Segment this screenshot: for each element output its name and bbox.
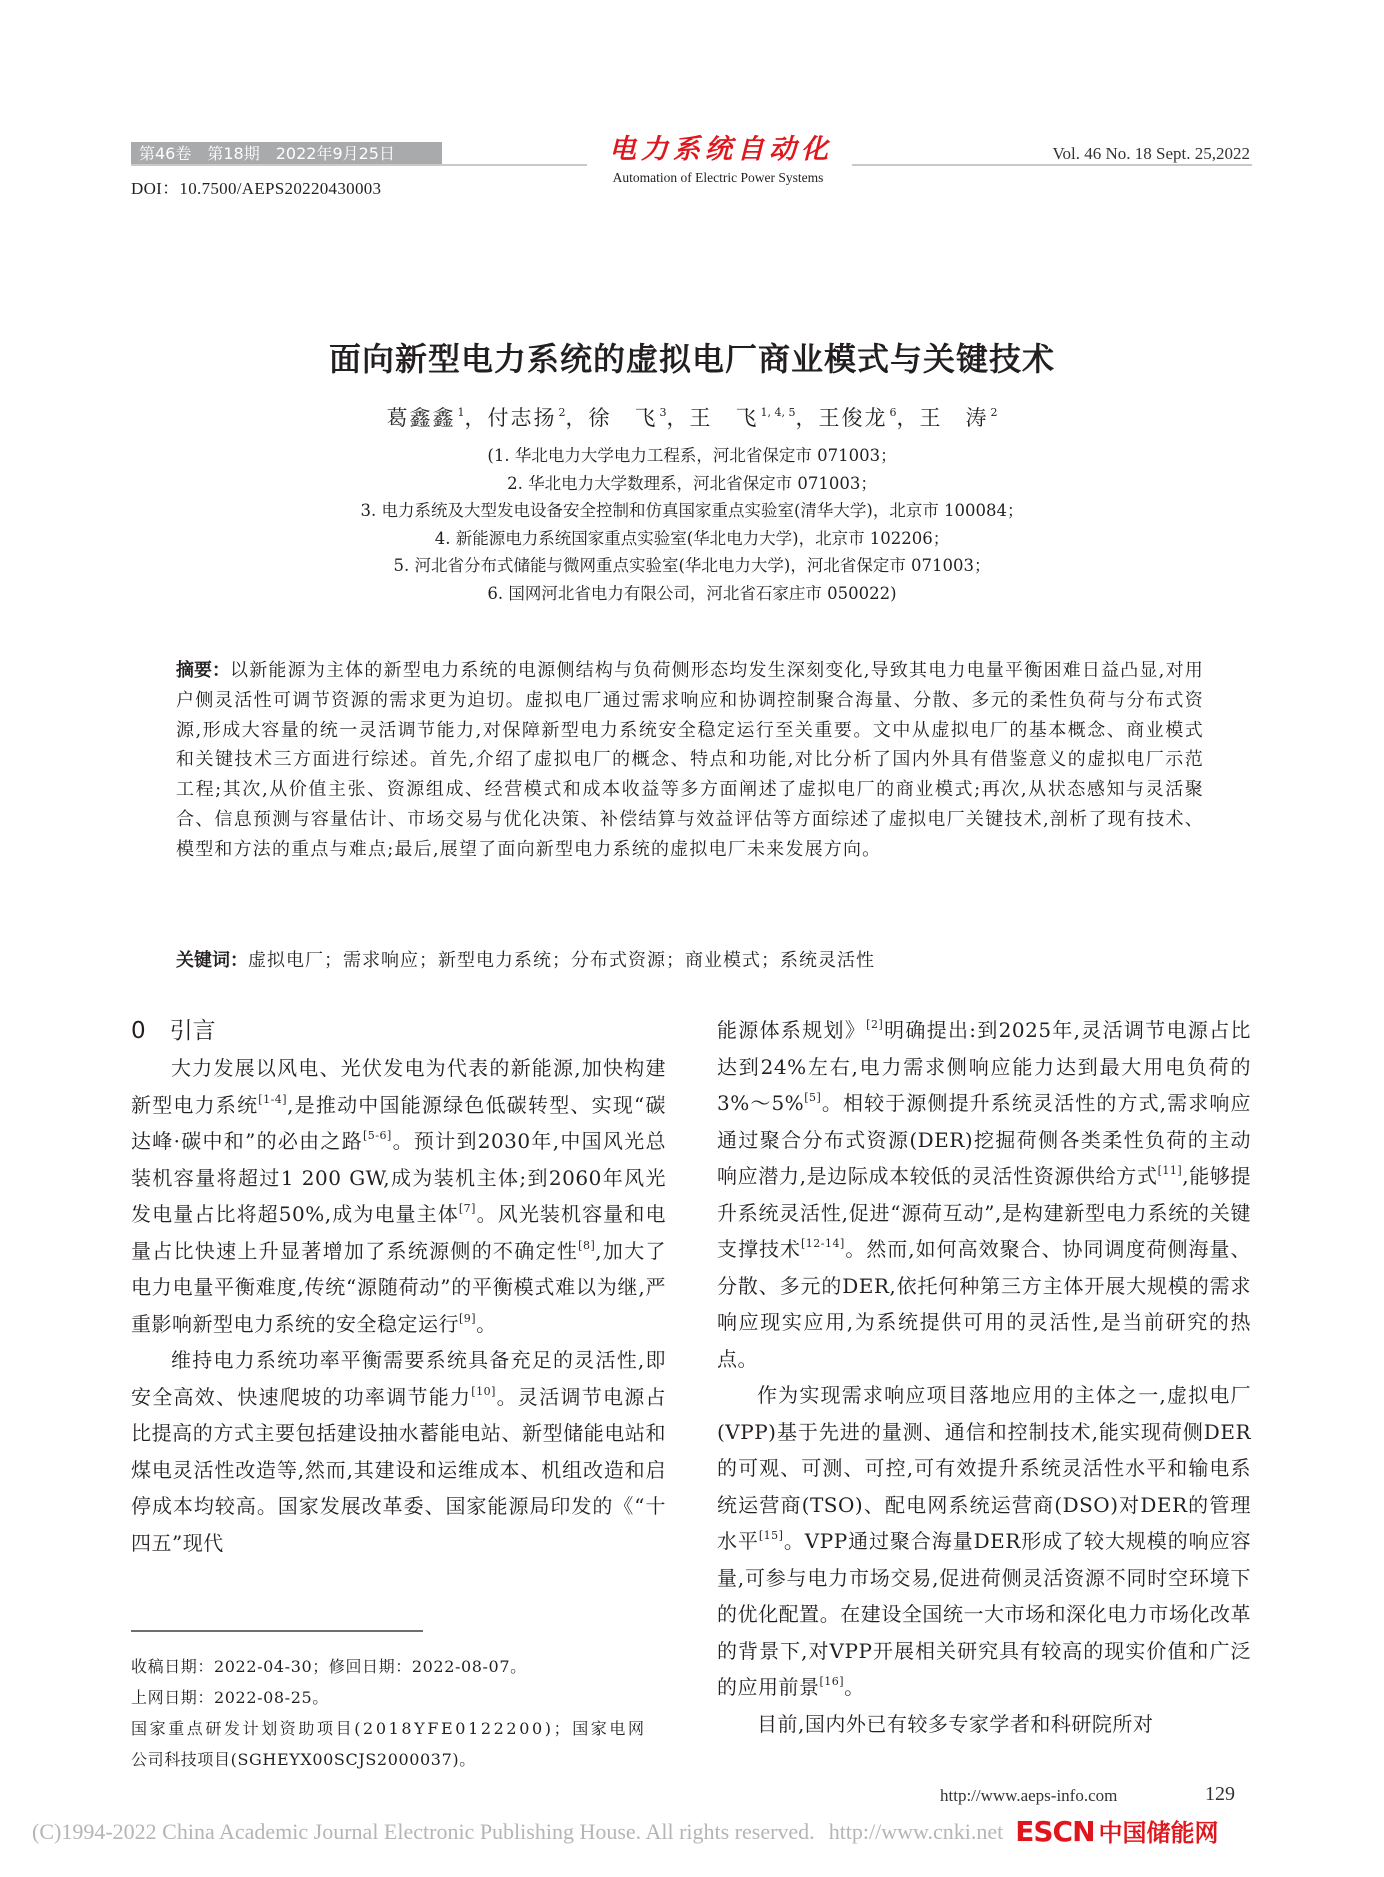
author [690,406,796,430]
abstract-label: 摘要： [176,660,231,681]
header-divider-right [852,164,1252,166]
author-affiliation-mark: 2 [990,406,998,419]
journal-url[interactable]: http://www.aeps-info.com [940,1786,1118,1805]
author-name: 葛鑫鑫 [386,406,456,430]
watermark-cn: 中国储能网 [1098,1818,1219,1847]
separator: ， [565,406,589,430]
author [589,406,667,430]
author-list [0,404,1384,432]
citation-ref[interactable]: [16] [819,1675,845,1688]
citation-ref[interactable]: [15] [758,1529,784,1542]
citation-ref[interactable]: [9] [459,1311,477,1325]
text-run: 。灵活调节电源占比提高的方式主要包括建设抽水蓄能电站、新型储能电站和煤电灵活性改造等,然而,其建设和运维成本、机组改造和启停成本均较高。国家发展改革委、国家能源局印发的《“十四五”现代 [131,1384,667,1555]
keywords-text: 虚拟电厂；需求响应；新型电力系统；分布式资源；商业模式；系统灵活性 [248,950,875,971]
author-affiliation-mark: 1, 4, 5 [760,406,796,419]
text-run: 。相较于源侧提升系统灵活性的方式,需求响应通过聚合分布式资源(DER)挖掘荷侧各类柔性负荷的主动响应潜力,是边际成本较低的灵活性资源供给方式 [717,1091,1251,1188]
author-name: 徐 飞 [588,406,658,430]
affiliation: 2. 华北电力大学数理系，河北省保定市 071003； [507,473,877,493]
author [818,406,896,430]
right-column [717,1012,1251,1742]
copyright-notice: (C)1994-2022 China Academic Journal Electronic Publishing House. All rights reserved. [32,1819,815,1844]
footnote-funding: 国家重点研发计划资助项目(2018YFE0122200)；国家电网 [131,1719,647,1738]
text-run: 作为实现需求响应项目落地应用的主体之一,虚拟电厂(VPP)基于先进的量测、通信和控制技术,能实现荷侧DER的可观、可测、可控,可有效提升系统灵活性水平和输电系统运营商(TSO)、配电网系统运营商(DSO)对DER的管理水平 [717,1383,1251,1553]
author-affiliation-mark: 3 [659,406,667,419]
citation-ref[interactable]: [10] [471,1384,496,1398]
section-title: 引言 [169,1018,216,1044]
citation-ref[interactable]: [8] [578,1238,596,1252]
keywords-label: 关键词： [176,950,248,971]
citation-ref[interactable]: [7] [458,1202,476,1215]
affiliation: 3. 电力系统及大型发电设备安全控制和仿真国家重点实验室(清华大学)，北京市 100084； [360,501,1024,521]
affiliation: 6. 国网河北省电力有限公司，河北省石家庄市 050022) [487,584,897,603]
separator: ， [666,406,690,430]
text-run: ,是推动中国能源绿色低碳转型、实现“碳达峰·碳中和”的必由之路 [131,1092,666,1153]
author [488,406,566,430]
text-run: 维持电力系统功率平衡需要系统具备充足的灵活性,即安全高效、快速爬坡的功率调节能力 [131,1348,666,1409]
text-run: 。预计到2030年,中国风光总装机容量将超过1 200 GW,成为装机主体;到2060年风光发电量占比将超50%,成为电量主体 [131,1129,666,1226]
citation-ref[interactable]: [5-6] [363,1129,392,1142]
text-run: ,加大了电力电量平衡难度,传统“源随荷动”的平衡模式难以为继,严重影响新型电力系统的安全稳定运行 [131,1238,667,1336]
author-name: 王 飞 [689,406,759,430]
text-run: 。VPP通过聚合海量DER形成了较大规模的响应容量,可参与电力市场交易,促进荷侧灵活资源不同时空环境下的优化配置。在建设全国统一大市场和深化电力市场化改革的背景下,对VPP开展相关研究具有较高的现实价值和广泛的应用前景 [717,1529,1251,1699]
journal-logo-en: Automation of Electric Power Systems [612,170,824,185]
separator: ， [896,406,920,430]
footnote-divider [131,1630,423,1632]
footnote-online: 上网日期：2022-08-25。 [131,1688,329,1707]
issue-band: 第46卷 第18期 2022年9月25日 [131,142,442,165]
citation-ref[interactable]: [2] [866,1018,884,1031]
citation-ref[interactable]: [11] [1157,1164,1183,1177]
text-run: 大力发展以风电、光伏发电为代表的新能源,加快构建新型电力系统 [131,1056,666,1117]
volume-info: Vol. 46 No. 18 Sept. 25,2022 [1052,144,1250,163]
citation-ref[interactable]: [5] [804,1091,822,1104]
watermark-en: ESCN [1015,1814,1095,1848]
author [387,406,465,430]
separator: ， [464,406,488,430]
paragraph [717,1012,1251,1377]
section-number: 0 [131,1018,146,1044]
footnotes [131,1651,666,1775]
footnote-received: 收稿日期：2022-04-30；修回日期：2022-08-07。 [131,1657,527,1676]
author-affiliation-mark: 1 [457,406,465,419]
abstract-text: 以新能源为主体的新型电力系统的电源侧结构与负荷侧形态均发生深刻变化,导致其电力电量平衡困难日益凸显,对用户侧灵活性可调节资源的需求更为迫切。虚拟电厂通过需求响应和协调控制聚合海量、分散、多元的柔性负荷与分布式资源,形成大容量的统一灵活调节能力,对保障新型电力系统安全稳定运行至关重要。文中从虚拟电厂的基本概念、商业模式和关键技术三方面进行综述。首先,介绍了虚拟电厂的概念、特点和功能,对比分析了国内外具有借鉴意义的虚拟电厂示范工程;其次,从价值主张、资源组成、经营模式和成本收益等多方面阐述了虚拟电厂的商业模式;再次,从状态感知与灵活聚合、信息预测与容量估计、市场交易与优化决策、补偿结算与效益评估等方面综述了虚拟电厂关键技术,剖析了现有技术、模型和方法的重点与难点;最后,展望了面向新型电力系统的虚拟电厂未来发展方向。 [176,660,1205,860]
affiliation: 5. 河北省分布式储能与微网重点实验室(华北电力大学)，河北省保定市 071003； [393,556,991,576]
article-title: 面向新型电力系统的虚拟电厂商业模式与关键技术 [328,340,1055,378]
section-heading [131,1012,216,1045]
journal-logo-cn: 电力系统自动化 [609,134,833,165]
text-run: 。 [844,1675,865,1699]
author-affiliation-mark: 2 [558,406,566,419]
author [919,406,997,430]
author-affiliation-mark: 6 [889,406,897,419]
footer-row [32,1812,1219,1852]
paragraph [717,1377,1251,1706]
doi: DOI：10.7500/AEPS20220430003 [131,179,382,198]
page-number: 129 [1205,1783,1235,1805]
text-run: 。 [476,1311,497,1336]
paragraph [131,1342,666,1561]
text-run: 能源体系规划》 [717,1018,867,1042]
text-run: 。然而,如何高效聚合、协同调度荷侧海量、分散、多元的DER,依托何种第三方主体开展大规模的需求响应现实应用,为系统提供可用的灵活性,是当前研究的热点。 [717,1237,1252,1371]
citation-ref[interactable]: [12-14] [800,1237,845,1250]
author-name: 付志扬 [487,406,557,430]
cnki-url[interactable]: http://www.cnki.net [828,1819,1004,1844]
author-name: 王 涛 [919,406,989,430]
paragraph [131,1050,666,1342]
text-run: ,能够提升系统灵活性,促进“源荷互动”,是构建新型电力系统的关键支撑技术 [717,1164,1252,1261]
paragraph [717,1706,1251,1743]
affiliation: (1. 华北电力大学电力工程系，河北省保定市 071003； [487,446,897,465]
citation-ref[interactable]: [1-4] [258,1092,288,1106]
text-run: 明确提出:到2025年,灵活调节电源占比达到24%左右,电力需求侧响应能力达到最大用电负荷的3%～5% [717,1018,1252,1115]
text-run: 。风光装机容量和电量占比快速上升显著增加了系统源侧的不确定性 [131,1202,666,1263]
affiliation: 4. 新能源电力系统国家重点实验室(华北电力大学)，北京市 102206； [434,528,950,548]
keywords [176,946,1204,972]
abstract [176,656,1204,865]
author-name: 王俊龙 [818,406,888,430]
footnote-funding-cont: 公司科技项目(SGHEYX00SCJS2000037)。 [131,1750,476,1769]
text-run: 目前,国内外已有较多专家学者和科研院所对 [757,1711,1154,1736]
separator: ， [795,406,819,430]
header-divider-left [131,164,587,166]
escn-watermark [1015,1816,1218,1849]
left-column [131,1050,666,1561]
